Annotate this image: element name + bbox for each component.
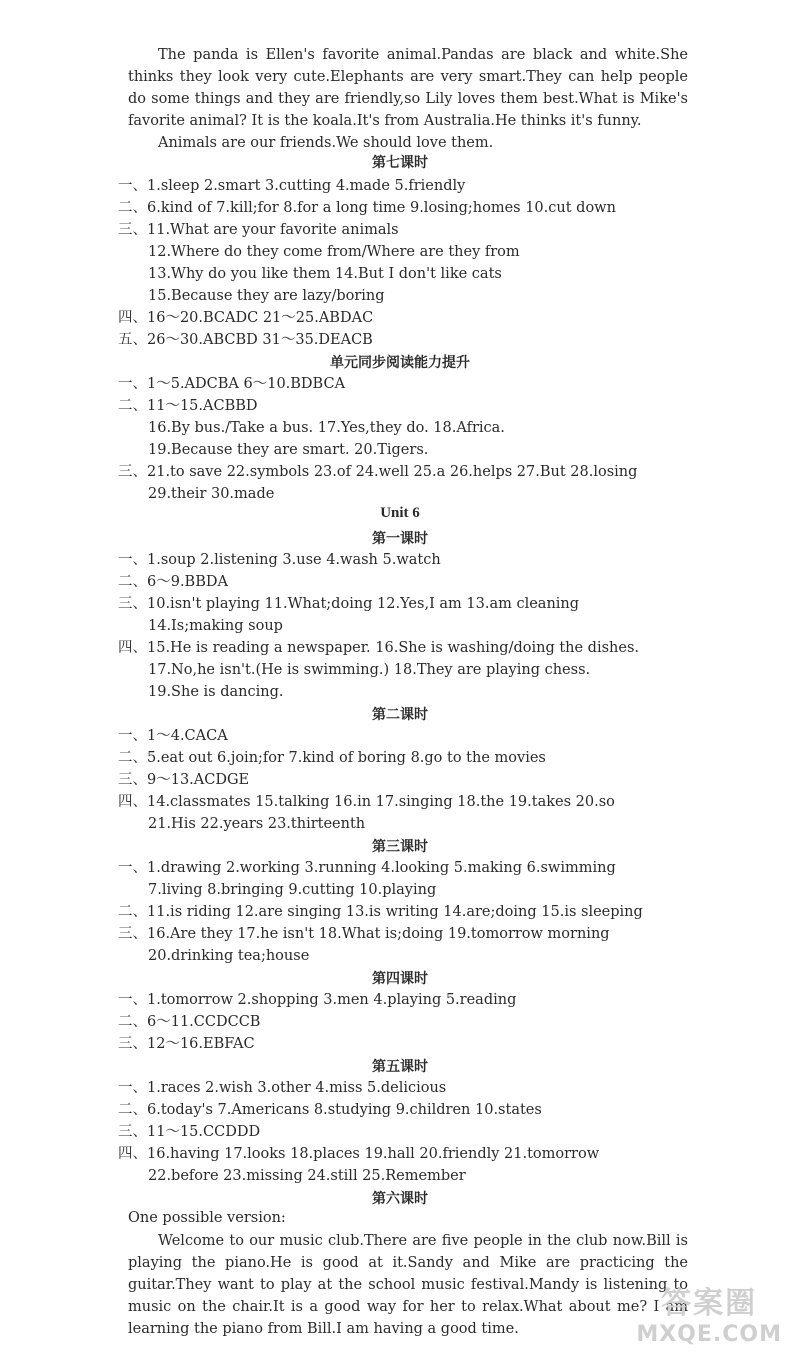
answer-line: 一、1～4.CACA bbox=[118, 728, 228, 744]
answer-line: 19.Because they are smart. 20.Tigers. bbox=[148, 442, 429, 458]
answer-line: 20.drinking tea;house bbox=[148, 948, 310, 964]
answer-line: 19.She is dancing. bbox=[148, 684, 284, 700]
answer-line: 13.Why do you like them 14.But I don't like cats bbox=[148, 266, 502, 282]
answer-line: 14.Is;making soup bbox=[148, 618, 283, 634]
answer-line: 16.By bus./Take a bus. 17.Yes,they do. 18.Africa. bbox=[148, 420, 505, 436]
essay-paragraph: Welcome to our music club.There are five people in the club now.Bill is playing the piano.He is good at it.Sandy and Mike are practicing the guitar.They want to play at the school music festival.Mandy is listening to music on the chair.It is a good way for her to relax.What about me? I am learning the piano from Bill.I am having a good time. bbox=[128, 1233, 688, 1337]
section-title: 第二课时 bbox=[372, 707, 428, 723]
section-title: 第七课时 bbox=[372, 155, 428, 171]
answer-line: 三、10.isn't playing 11.What;doing 12.Yes,I am 13.am cleaning bbox=[118, 596, 580, 612]
watermark-bottom-text: MXQE.COM bbox=[636, 1322, 782, 1347]
intro-passage bbox=[128, 44, 688, 154]
section-title: 单元同步阅读能力提升 bbox=[330, 355, 470, 371]
answer-line: 一、1.drawing 2.working 3.running 4.looking 5.making 6.swimming bbox=[118, 860, 616, 876]
section-title: 第六课时 bbox=[372, 1191, 428, 1207]
answer-line: 四、16～20.BCADC 21～25.ABDAC bbox=[118, 310, 374, 326]
answer-line: 三、11～15.CCDDD bbox=[118, 1124, 261, 1140]
answer-line: 一、1.tomorrow 2.shopping 3.men 4.playing 5.reading bbox=[118, 992, 517, 1008]
answer-line: 二、6.today's 7.Americans 8.studying 9.children 10.states bbox=[118, 1102, 542, 1118]
section-title: 第一课时 bbox=[372, 531, 428, 547]
watermark-top-text: 答案圈 bbox=[661, 1286, 758, 1321]
answer-line: 29.their 30.made bbox=[148, 486, 275, 502]
answer-line: 15.Because they are lazy/boring bbox=[148, 288, 385, 304]
answer-line: 一、1.races 2.wish 3.other 4.miss 5.delicious bbox=[118, 1080, 447, 1096]
answer-line: 三、11.What are your favorite animals bbox=[118, 222, 399, 238]
model-essay bbox=[128, 1230, 688, 1340]
answer-line: 二、6～9.BBDA bbox=[118, 574, 228, 590]
version-label: One possible version: bbox=[128, 1210, 286, 1226]
answer-line: 二、5.eat out 6.join;for 7.kind of boring 8.go to the movies bbox=[118, 750, 546, 766]
answer-line: 一、1.soup 2.listening 3.use 4.wash 5.watch bbox=[118, 552, 441, 568]
section-title: 第四课时 bbox=[372, 971, 428, 987]
answer-line: 三、21.to save 22.symbols 23.of 24.well 25.a 26.helps 27.But 28.losing bbox=[118, 464, 638, 480]
answer-line: 21.His 22.years 23.thirteenth bbox=[148, 816, 366, 832]
watermark-logo bbox=[636, 1278, 782, 1347]
answer-line: 7.living 8.bringing 9.cutting 10.playing bbox=[148, 882, 437, 898]
answer-line: 三、9～13.ACDGE bbox=[118, 772, 250, 788]
intro-paragraph: The panda is Ellen's favorite animal.Pandas are black and white.She thinks they look very cute.Elephants are very smart.They can help people do some things and they are friendly,so Lily loves them best.What is Mike's favorite animal? It is the koala.It's from Australia.He thinks it's funny. bbox=[128, 47, 688, 129]
answer-line: 17.No,he isn't.(He is swimming.) 18.They are playing chess. bbox=[148, 662, 591, 678]
answer-line: 三、12～16.EBFAC bbox=[118, 1036, 255, 1052]
answer-line: 二、6.kind of 7.kill;for 8.for a long time 9.losing;homes 10.cut down bbox=[118, 200, 616, 216]
section-title: 第五课时 bbox=[372, 1059, 428, 1075]
section-title: 第三课时 bbox=[372, 839, 428, 855]
answer-line: 二、11.is riding 12.are singing 13.is writing 14.are;doing 15.is sleeping bbox=[118, 904, 643, 920]
answer-line: 四、15.He is reading a newspaper. 16.She is washing/doing the dishes. bbox=[118, 640, 640, 656]
answer-line: 一、1.sleep 2.smart 3.cutting 4.made 5.friendly bbox=[118, 178, 466, 194]
answer-line: 五、26～30.ABCBD 31～35.DEACB bbox=[118, 332, 373, 348]
answer-line: 三、16.Are they 17.he isn't 18.What is;doing 19.tomorrow morning bbox=[118, 926, 610, 942]
answer-line: 四、16.having 17.looks 18.places 19.hall 20.friendly 21.tomorrow bbox=[118, 1146, 600, 1162]
answer-line: 12.Where do they come from/Where are they from bbox=[148, 244, 520, 260]
answer-line: 一、1～5.ADCBA 6～10.BDBCA bbox=[118, 376, 346, 392]
answer-line: 二、11～15.ACBBD bbox=[118, 398, 258, 414]
answer-line: 二、6～11.CCDCCB bbox=[118, 1014, 261, 1030]
intro-paragraph: Animals are our friends.We should love them. bbox=[158, 135, 494, 151]
answer-line: 22.before 23.missing 24.still 25.Remember bbox=[148, 1168, 466, 1184]
answer-line: 四、14.classmates 15.talking 16.in 17.singing 18.the 19.takes 20.so bbox=[118, 794, 615, 810]
unit-title: Unit 6 bbox=[380, 505, 420, 521]
